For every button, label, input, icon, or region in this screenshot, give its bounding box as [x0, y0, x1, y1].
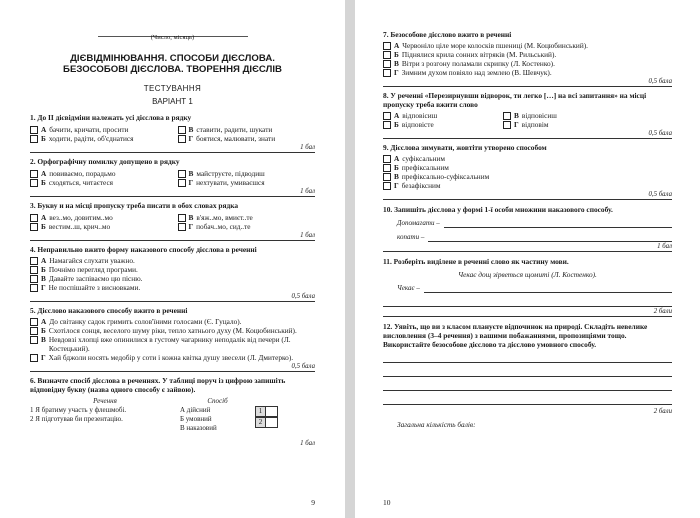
title-line-1: ДІЄВІДМІНЮВАННЯ. СПОСОБИ ДІЄСЛОВА. — [70, 53, 275, 64]
answer-option[interactable]: А відповісиш — [383, 111, 493, 120]
checkbox[interactable] — [178, 223, 186, 231]
checkbox[interactable] — [178, 126, 186, 134]
question-title: 9. Дієслова зимувати, жовтіти утворено способом — [383, 143, 547, 152]
answer-option[interactable]: А суфіксальним — [383, 154, 672, 163]
answer-option[interactable]: А Намагайся слухати уважно. — [30, 256, 315, 265]
answer-option[interactable]: Б Схотілося сонця, веселого шуму ріки, тепло хатнього духу (М. Коцюбинський). — [30, 326, 315, 335]
answer-cell[interactable] — [266, 406, 278, 417]
question-11 — [383, 257, 672, 316]
question-5 — [30, 306, 315, 371]
answer-line[interactable] — [383, 391, 672, 405]
checkbox[interactable] — [383, 173, 391, 181]
column-header-sentence: Речення — [93, 397, 117, 405]
divider — [383, 251, 672, 252]
points-label: 0,5 бала — [291, 363, 315, 370]
example-sentence: Чекає дощ зірветься щомиті (Л. Костенко). — [458, 270, 597, 279]
divider — [30, 301, 315, 302]
question-12 — [383, 322, 672, 416]
answer-option[interactable]: А До світанку садок гримить солов'їними голосами (Є. Гуцало). — [30, 317, 315, 326]
question-6 — [30, 376, 315, 448]
checkbox[interactable] — [30, 214, 38, 222]
word-label: копати – — [397, 233, 425, 241]
question-1 — [30, 113, 315, 152]
page-subtitle: ТЕСТУВАННЯ — [143, 84, 202, 93]
answer-option[interactable]: А повиваємо, порадьмо — [30, 169, 168, 178]
answer-option[interactable]: Г Не поспішайте з висновками. — [30, 283, 315, 292]
checkbox[interactable] — [383, 42, 391, 50]
word-label: Допомагати – — [397, 219, 440, 227]
mood-item: Б умовний — [180, 415, 212, 423]
checkbox[interactable] — [383, 112, 391, 120]
answer-line[interactable] — [383, 377, 672, 391]
question-10 — [383, 205, 672, 251]
checkbox[interactable] — [383, 155, 391, 163]
answer-option[interactable]: Б вестим..ш, крич..мо — [30, 222, 168, 231]
right-page — [355, 0, 700, 518]
answer-line[interactable] — [444, 219, 672, 228]
divider — [383, 138, 672, 139]
answer-option[interactable]: Б відповісте — [383, 120, 493, 129]
checkbox[interactable] — [30, 223, 38, 231]
question-title: 11. Розберіть виділене в реченні слово як частину мови. — [383, 257, 569, 266]
answer-option[interactable]: В майструєте, підводиш — [178, 169, 316, 178]
answer-option[interactable]: Г Хай бджоли носять медобір у соти і кожна квітка душу звесели (Л. Дмитерко). — [30, 353, 315, 362]
answer-option[interactable]: Г боятися, малювати, знати — [178, 134, 316, 143]
points-label: 1 бал — [300, 440, 315, 447]
answer-option[interactable]: В Давайте заспіваємо цю пісню. — [30, 274, 315, 283]
checkbox[interactable] — [383, 51, 391, 59]
page-title — [30, 53, 315, 75]
answer-option[interactable]: В ставити, радити, шукати — [178, 125, 316, 134]
question-title: 7. Безособове дієслово вжито в реченні — [383, 30, 512, 39]
answer-option[interactable]: В в'яж..мо, вмиєт..те — [178, 213, 316, 222]
answer-option[interactable]: А Червоніло ціле море колосків пшениці (М. Коцюбинський). — [383, 41, 672, 50]
answer-option[interactable]: Г побач..мо, сид..те — [178, 222, 316, 231]
checkbox[interactable] — [178, 135, 186, 143]
answer-option[interactable]: Б Почнімо перегляд програми. — [30, 265, 315, 274]
points-label: 2 бали — [653, 408, 672, 415]
checkbox[interactable] — [503, 112, 511, 120]
total-score-label: Загальна кількість балів: — [397, 420, 476, 429]
checkbox[interactable] — [30, 135, 38, 143]
checkbox[interactable] — [383, 121, 391, 129]
answer-line[interactable] — [383, 293, 672, 307]
answer-option[interactable]: Б ходити, радіти, об'єднатися — [30, 134, 168, 143]
answer-number: 1 — [255, 406, 266, 417]
answer-option[interactable]: Г Зимним духом повіяло над землею (В. Шевчук). — [383, 68, 672, 77]
question-7 — [383, 30, 672, 86]
sentence-item: 2 Я підготував би презентацію. — [30, 415, 123, 423]
question-title: 10. Запишіть дієслова у формі 1-ї особи множини наказового способу. — [383, 205, 613, 214]
points-label: 1 бал — [300, 144, 315, 151]
variant-label: ВАРІАНТ 1 — [152, 97, 193, 106]
checkbox[interactable] — [30, 266, 38, 274]
points-label: 0,5 бала — [648, 78, 672, 85]
answer-option[interactable]: Б Піднялися крила сонних вітряків (М. Рильський). — [383, 50, 672, 59]
question-title: 8. У реченні «Перезирнувши відворок, ти легко […] на всі запитання» на місці пропуску треба вжити слово — [383, 91, 647, 109]
points-label: 2 бали — [653, 308, 672, 315]
left-page — [0, 0, 345, 518]
question-8 — [383, 91, 672, 138]
answer-option[interactable]: В Вітри з розгону поламали скрипку (Л. Костенко). — [383, 59, 672, 68]
question-title: 4. Неправильно вжито форму наказового способу дієслова в реченні — [30, 245, 257, 254]
divider — [383, 316, 672, 317]
answer-option[interactable]: В Невдовзі хлопці вже опинилися в густому чагарнику неподалік від печери (Л. Костецький). — [30, 335, 315, 353]
checkbox[interactable] — [383, 164, 391, 172]
checkbox[interactable] — [30, 336, 38, 344]
checkbox[interactable] — [30, 318, 38, 326]
question-4 — [30, 245, 315, 301]
matching-table — [30, 397, 315, 433]
answer-option[interactable]: Г безафіксним — [383, 181, 672, 190]
checkbox[interactable] — [30, 257, 38, 265]
checkbox[interactable] — [30, 179, 38, 187]
question-title: 2. Орфографічну помилку допущено в рядку — [30, 157, 180, 166]
checkbox[interactable] — [30, 170, 38, 178]
answer-cell[interactable] — [266, 417, 278, 428]
answer-option[interactable]: Г відповім — [503, 120, 672, 129]
page-number: 9 — [311, 498, 315, 507]
points-label: 0,5 бала — [648, 191, 672, 198]
checkbox[interactable] — [503, 121, 511, 129]
checkbox[interactable] — [383, 69, 391, 77]
answer-option[interactable]: В префіксально-суфіксальним — [383, 172, 672, 181]
question-title: 6. Визначте спосіб дієслова в реченнях. У таблиці поруч із цифрою запишіть відповідну букву (назва одного способу є зайвою). — [30, 376, 286, 394]
checkbox[interactable] — [178, 214, 186, 222]
word-label: Чекає – — [397, 284, 420, 292]
answer-line[interactable] — [383, 349, 672, 363]
points-label: 1 бал — [657, 243, 672, 250]
divider — [383, 86, 672, 87]
answer-line[interactable] — [383, 363, 672, 377]
question-title: 3. Букву и на місці пропуску треба писати в обох словах рядка — [30, 201, 239, 210]
points-label: 0,5 бала — [291, 293, 315, 300]
checkbox[interactable] — [30, 284, 38, 292]
answer-option[interactable]: Б сходяться, читаєтеся — [30, 178, 168, 187]
divider — [30, 371, 315, 372]
mood-item: В наказовий — [180, 424, 217, 432]
divider — [30, 196, 315, 197]
checkbox[interactable] — [30, 327, 38, 335]
points-label: 1 бал — [300, 188, 315, 195]
answer-option[interactable]: Г нехтувати, умиваєшся — [178, 178, 316, 187]
question-2 — [30, 157, 315, 196]
checkbox[interactable] — [30, 354, 38, 362]
date-label: (Число, місяць) — [150, 34, 195, 41]
divider — [30, 152, 315, 153]
question-title: 12. Уявіть, що ви з класом плануєте відпочинок на природі. Складіть невелике висловлення (3–4 речення) з вашими побажаннями, пропозиціями тощо. Використайте безособове дієслово та дієслово умовного способу. — [383, 322, 648, 349]
page-number: 10 — [383, 498, 391, 507]
checkbox[interactable] — [178, 170, 186, 178]
points-label: 1 бал — [300, 232, 315, 239]
checkbox[interactable] — [30, 126, 38, 134]
checkbox[interactable] — [30, 275, 38, 283]
answer-grid — [255, 397, 295, 433]
divider — [30, 240, 315, 241]
checkbox[interactable] — [178, 179, 186, 187]
answer-option[interactable]: А вез..мо, довитим..мо — [30, 213, 168, 222]
question-title: 5. Дієслово наказового способу вжито в реченні — [30, 306, 188, 315]
sentence-item: 1 Я братиму участь у флешмобі. — [30, 406, 127, 414]
question-3 — [30, 201, 315, 240]
points-label: 0,5 бала — [648, 130, 672, 137]
column-header-mood: Спосіб — [207, 397, 228, 405]
book-gutter — [345, 0, 355, 518]
checkbox[interactable] — [383, 60, 391, 68]
question-9 — [383, 143, 672, 199]
answer-option[interactable]: Б префіксальним — [383, 163, 672, 172]
title-line-2: БЕЗОСОБОВІ ДІЄСЛОВА. ТВОРЕННЯ ДІЄСЛІВ — [63, 64, 282, 75]
answer-option[interactable]: А бачити, кричати, просити — [30, 125, 168, 134]
mood-item: А дійсний — [180, 406, 211, 414]
answer-number: 2 — [255, 417, 266, 428]
divider — [383, 199, 672, 200]
answer-line[interactable] — [424, 284, 672, 293]
question-title: 1. До ІІ дієвідміни належать усі дієслова в рядку — [30, 113, 192, 122]
answer-line[interactable] — [428, 233, 672, 242]
answer-option[interactable]: В відповісиш — [503, 111, 672, 120]
checkbox[interactable] — [383, 182, 391, 190]
